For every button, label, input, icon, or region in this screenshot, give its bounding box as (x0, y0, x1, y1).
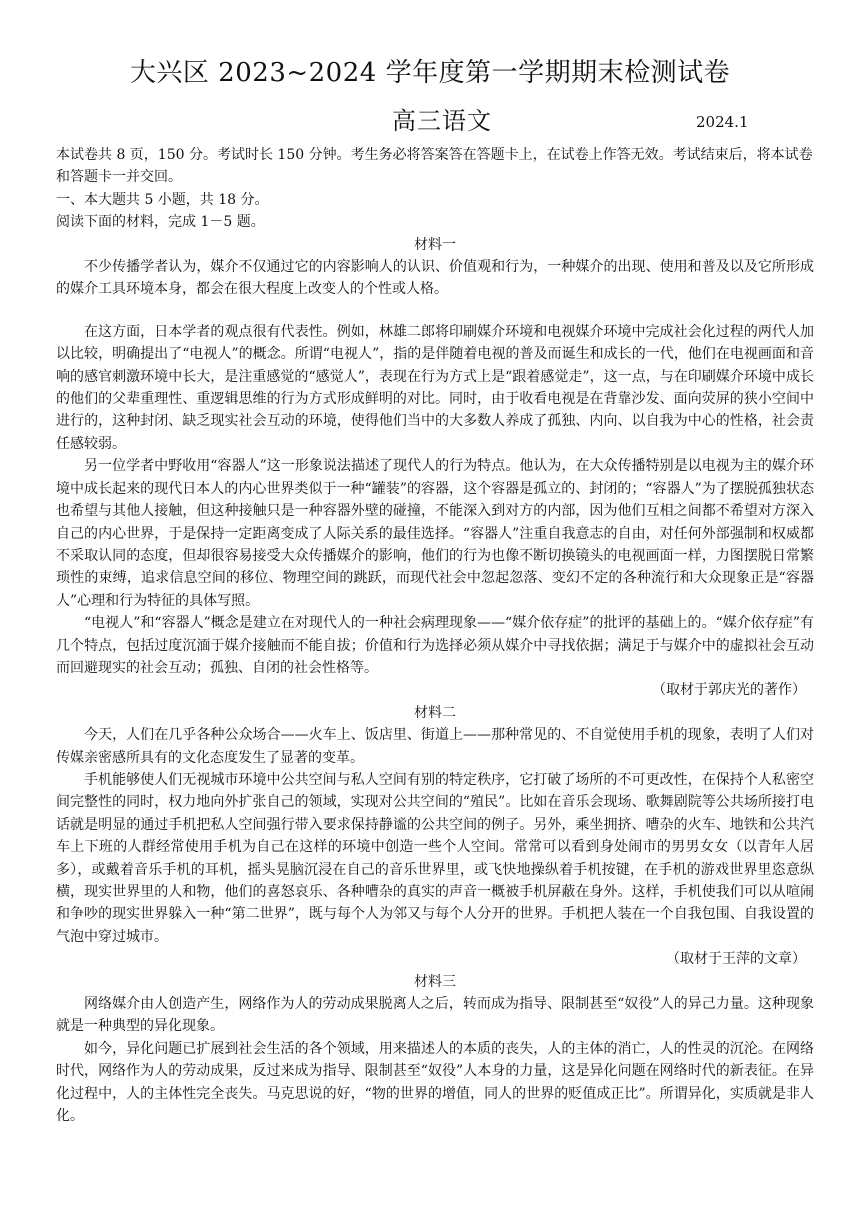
task-instruction: 阅读下面的材料，完成 1－5 题。 (56, 214, 265, 231)
subject-title: 高三语文 (392, 107, 492, 135)
material-1-source: （取材于郭庆光的著作） (652, 682, 806, 699)
exam-body (56, 144, 814, 1127)
material-1-heading: 材料一 (414, 236, 456, 253)
material-3-paragraph: 如今，异化问题已扩展到社会生活的各个领域，用来描述人的本质的丧失，人的主体的消亡，人的性灵的沉沦。在网络时代，网络作为人的劳动成果，反过来成为指导、限制甚至“奴役”人本身的力量，这是异化问题在网络时代的新表征。在异化过程中，人的主体性完全丧失。马克思说的好，“物的世界的增值，同人的世界的贬值成正比”。所谓异化，实质就是非人化。 (56, 1040, 814, 1125)
exam-date: 2024.1 (696, 113, 749, 131)
section-heading: 一、本大题共 5 小题，共 18 分。 (56, 191, 269, 208)
instructions: 本试卷共 8 页，150 分。考试时长 150 分钟。考生务必将答案答在答题卡上，在试卷上作答无效。考试结束后，将本试卷和答题卡一并交回。 (56, 147, 813, 186)
material-2-paragraph: 今天，人们在几乎各种公众场合——火车上、饭店里、街道上——那种常见的、不自觉使用手机的现象，表明了人们对传媒亲密感所具有的文化态度发生了显著的变革。 (56, 727, 814, 766)
subject-row (0, 106, 860, 136)
material-1-paragraph: 在这方面，日本学者的观点很有代表性。例如，林雄二郎将印刷媒介环境和电视媒介环境中完成社会化过程的两代人加以比较，明确提出了“电视人”的概念。所谓“电视人”，指的是伴随着电视的普及而诞生和成长的一代，他们在电视画面和音响的感官刺激环境中长大，是注重感觉的“感觉人”，表现在行为方式上是“跟着感觉走”，这一点，与在印刷媒介环境中成长的他们的父辈重理性、重逻辑思维的行为方式形成鲜明的对比。同时，由于收看电视是在背靠沙发、面向荧屏的狭小空间中进行的，这种封闭、缺乏现实社会互动的环境，使得他们当中的大多数人养成了孤独、内向、以自我为中心的性格，社会责任感较弱。 (56, 323, 814, 452)
material-3-heading: 材料三 (414, 973, 456, 990)
material-1-paragraph: “电视人”和“容器人”概念是建立在对现代人的一种社会病理现象——“媒介依存症”的批评的基础上的。“媒介依存症”有几个特点，包括过度沉湎于媒介接触而不能自拔；价值和行为选择必须从媒介中寻找依据；满足于与媒介中的虚拟社会互动而回避现实的社会互动；孤独、自闭的社会性格等。 (56, 615, 814, 676)
material-2-source: （取材于王萍的文章） (666, 951, 806, 968)
exam-title: 大兴区 2023~2024 学年度第一学期期末检测试卷 (129, 58, 731, 88)
material-1-paragraph: 另一位学者中野收用“容器人”这一形象说法描述了现代人的行为特点。他认为，在大众传播特别是以电视为主的媒介环境中成长起来的现代日本人的内心世界类似于一种“罐装”的容器，这个容器是孤立的、封闭的；“容器人”为了摆脱孤独状态也希望与其他人接触，但这种接触只是一种容器外壁的碰撞，不能深入到对方的内部，因为他们互相之间都不希望对方深入自己的内心世界，于是保持一定距离变成了人际关系的最佳选择。“容器人”注重自我意志的自由，对任何外部强制和权威都不采取认同的态度，但却很容易接受大众传播媒介的影响，他们的行为也像不断切换镜头的电视画面一样，力图摆脱日常繁琐性的束缚，追求信息空间的移位、物理空间的跳跃，而现代社会中忽起忽落、变幻不定的各种流行和大众现象正是“容器人”心理和行为特征的具体写照。 (56, 458, 814, 609)
paragraph-gap (56, 301, 814, 321)
material-1-paragraph: 不少传播学者认为，媒介不仅通过它的内容影响人的认识、价值观和行为，一种媒介的出现、使用和普及以及它所形成的媒介工具环境本身，都会在很大程度上改变人的个性或人格。 (56, 259, 814, 298)
material-2-heading: 材料二 (414, 704, 456, 721)
material-3-paragraph: 网络媒介由人创造产生，网络作为人的劳动成果脱离人之后，转而成为指导、限制甚至“奴役”人的异己力量。这种现象就是一种典型的异化现象。 (56, 996, 814, 1035)
material-2-paragraph: 手机能够使人们无视城市环境中公共空间与私人空间有别的特定秩序，它打破了场所的不可更改性，在保持个人私密空间完整性的同时，权力地向外扩张自己的领域，实现对公共空间的“殖民”。比如在音乐会现场、歌舞剧院等公共场所接打电话就是明显的通过手机把私人空间强行带入要求保持静谧的公共空间的例子。另外，乘坐拥挤、嘈杂的火车、地铁和公共汽车上下班的人群经常使用手机为自己在这样的环境中创造一些个人空间。常常可以看到身处闹市的男男女女（以青年人居多），或戴着音乐手机的耳机，摇头晃脑沉浸在自己的音乐世界里，或飞快地操纵着手机按键，在手机的游戏世界里恣意纵横，现实世界里的人和物，他们的喜怒哀乐、各种嘈杂的真实的声音一概被手机屏蔽在身外。这样，手机使我们可以从喧闹和争吵的现实世界躲入一种“第二世界”，既与每个人为邻又与每个人分开的世界。手机把人装在一个自我包围、自我设置的气泡中穿过城市。 (56, 771, 814, 945)
